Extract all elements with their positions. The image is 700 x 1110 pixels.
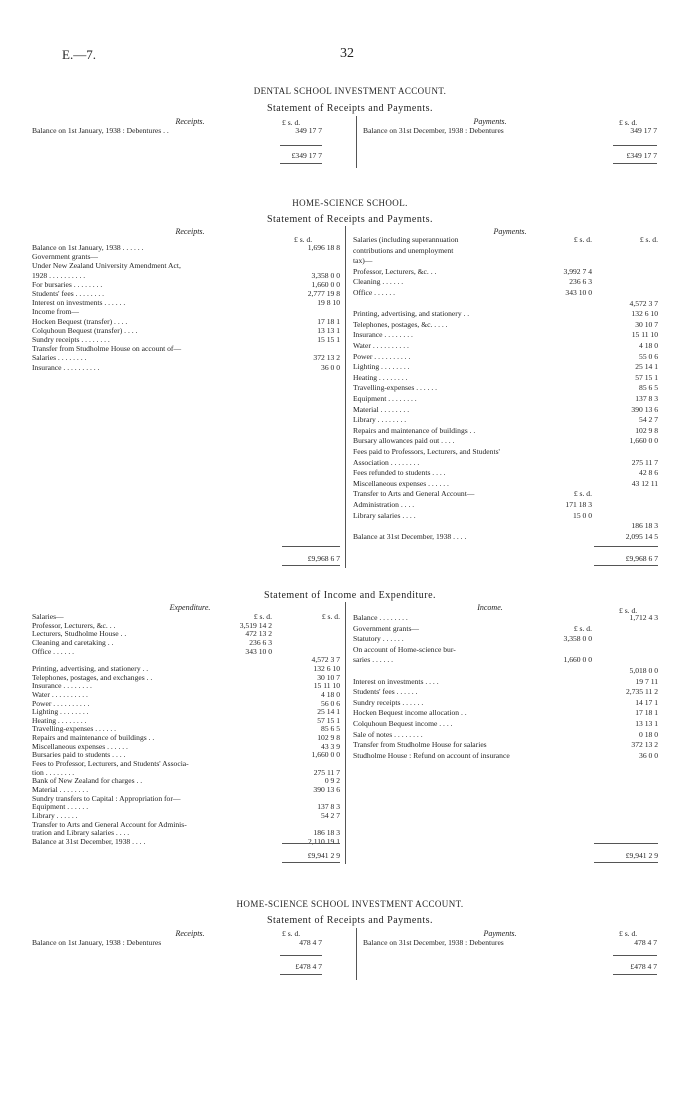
home-receipts-label: Receipts. bbox=[175, 227, 205, 236]
row-label: Equipment . . . . . . bbox=[32, 802, 89, 812]
row-label: Telephones, postages, and exchanges . . bbox=[32, 672, 153, 682]
row-label: Professor, Lecturers, &c. . . bbox=[353, 266, 437, 276]
rule bbox=[594, 565, 658, 566]
row-subamount: 3,358 0 0 bbox=[563, 634, 592, 644]
row-amount: 25 14 1 bbox=[317, 707, 340, 717]
dental-currency-left: £ s. d. bbox=[282, 118, 301, 127]
row-amount: 0 9 2 bbox=[324, 776, 340, 786]
row-label: Bursaries paid to students . . . . bbox=[32, 750, 126, 760]
row-amount: 0 18 0 bbox=[639, 729, 658, 739]
row-label: Power . . . . . . . . . . bbox=[353, 351, 411, 361]
row-label: Heating . . . . . . . . bbox=[353, 372, 408, 382]
row-amount: 54 2 7 bbox=[321, 810, 340, 820]
investment-currency-right: £ s. d. bbox=[619, 929, 638, 938]
row-amount: 30 10 7 bbox=[317, 672, 340, 682]
row-amount: 13 13 1 bbox=[317, 325, 340, 335]
row-label: Water . . . . . . . . . . bbox=[32, 689, 88, 699]
row-label: Cleaning . . . . . . bbox=[353, 277, 404, 287]
investment-payment-amount: 478 4 7 bbox=[634, 938, 657, 947]
row-subamount: 343 10 0 bbox=[565, 288, 592, 297]
dental-receipt-line: Balance on 1st January, 1938 : Debentures . . bbox=[32, 126, 169, 135]
row-label: Equipment . . . . . . . . bbox=[353, 394, 417, 403]
row-amount: 102 9 8 bbox=[635, 425, 658, 435]
row-amount: 13 13 1 bbox=[635, 719, 658, 728]
row-label: Transfer to Arts and General Account— bbox=[353, 489, 475, 499]
income-currency-right: £ s. d. bbox=[619, 606, 638, 615]
row-amount: 17 18 1 bbox=[635, 708, 658, 718]
dental-title: DENTAL SCHOOL INVESTMENT ACCOUNT. bbox=[253, 86, 447, 96]
row-label: Heating . . . . . . . . bbox=[32, 715, 87, 725]
row-label: Bank of New Zealand for charges . . bbox=[32, 776, 143, 786]
row-label: Colquhoun Bequest (transfer) . . . . bbox=[32, 325, 138, 335]
dental-payment-amount: 349 17 7 bbox=[630, 126, 657, 135]
home-title: HOME-SCIENCE SCHOOL. bbox=[292, 198, 408, 208]
row-amount: 2,110 19 1 bbox=[308, 836, 340, 846]
row-label: Miscellaneous expenses . . . . . . bbox=[32, 741, 128, 751]
row-amount: 1,660 0 0 bbox=[311, 279, 340, 289]
row-label: Repairs and maintenance of buildings . . bbox=[353, 425, 476, 435]
home-currency-left: £ s. d. bbox=[294, 235, 313, 244]
row-label: Students' fees . . . . . . bbox=[353, 687, 418, 697]
investment-payment-line: Balance on 31st December, 1938 : Debentures bbox=[363, 938, 504, 947]
row-label: Library salaries . . . . bbox=[353, 510, 416, 520]
row-label: Power . . . . . . . . . . bbox=[32, 698, 90, 708]
rule bbox=[282, 862, 340, 863]
row-amount: 372 13 2 bbox=[631, 740, 658, 750]
investment-receipt-line: Balance on 1st January, 1938 : Debentures bbox=[32, 938, 162, 947]
row-label: Interest on investments . . . . . . bbox=[32, 298, 126, 308]
row-label: Office . . . . . . bbox=[32, 646, 75, 656]
row-label: Repairs and maintenance of buildings . . bbox=[32, 733, 155, 743]
row-subamount: £ s. d. bbox=[573, 623, 592, 633]
row-amount: 54 2 7 bbox=[639, 415, 658, 425]
row-amount: 85 6 5 bbox=[321, 724, 340, 734]
row-amount: 1,660 0 0 bbox=[311, 750, 340, 760]
row-label: Administration . . . . bbox=[353, 500, 415, 509]
dental-left-total: £349 17 7 bbox=[291, 151, 322, 160]
row-amount: 1,696 18 8 bbox=[307, 243, 340, 252]
row-label: Government grants— bbox=[353, 623, 420, 633]
row-amount: 102 9 8 bbox=[317, 733, 340, 743]
row-amount: 57 15 1 bbox=[635, 372, 658, 382]
page-number: 32 bbox=[340, 46, 354, 61]
row-label: Balance . . . . . . . . bbox=[353, 613, 408, 622]
row-amount: 43 3 9 bbox=[321, 741, 340, 751]
row-amount: 132 6 10 bbox=[631, 309, 658, 319]
row-subamount: £ s. d. bbox=[573, 235, 592, 244]
row-label: Material . . . . . . . . bbox=[32, 785, 89, 794]
row-label: Association . . . . . . . . bbox=[353, 457, 420, 467]
row-subamount: £ s. d. bbox=[573, 489, 592, 499]
home-right-total: £9,968 6 7 bbox=[625, 554, 658, 563]
dental-subtitle: Statement of Receipts and Payments. bbox=[266, 103, 434, 114]
row-label: Lighting . . . . . . . . bbox=[353, 362, 410, 372]
row-subamount: 171 18 3 bbox=[565, 500, 592, 509]
row-label: Library . . . . . . . . bbox=[353, 415, 407, 425]
row-label: saries . . . . . . bbox=[353, 655, 394, 665]
row-subamount: 15 0 0 bbox=[573, 510, 592, 520]
row-amount: 132 6 10 bbox=[313, 663, 340, 673]
row-amount: 372 13 2 bbox=[313, 353, 340, 363]
rule bbox=[280, 955, 322, 956]
row-label: Miscellaneous expenses . . . . . . bbox=[353, 478, 449, 488]
income-left-total: £9,941 2 9 bbox=[307, 851, 340, 860]
row-label: Cleaning and caretaking . . bbox=[32, 637, 114, 647]
rule bbox=[280, 145, 322, 146]
row-amount: 4 18 0 bbox=[639, 341, 658, 350]
investment-payments-label: Payments. bbox=[483, 929, 517, 938]
rule bbox=[613, 974, 657, 975]
row-label: Salaries— bbox=[32, 612, 64, 621]
row-label: Insurance . . . . . . . . bbox=[353, 330, 413, 340]
rule bbox=[282, 565, 340, 566]
income-divider bbox=[345, 602, 346, 864]
income-subtitle: Statement of Income and Expenditure. bbox=[263, 590, 437, 601]
row-label: Sundry receipts . . . . . . bbox=[353, 697, 424, 707]
row-amount: 55 0 6 bbox=[639, 351, 658, 361]
row-subamount: 3,992 7 4 bbox=[563, 266, 592, 276]
dental-currency-right: £ s. d. bbox=[619, 118, 638, 127]
rule bbox=[613, 955, 657, 956]
rule bbox=[613, 145, 657, 146]
row-label: tax)— bbox=[353, 256, 373, 266]
row-subamount: 236 6 3 bbox=[569, 277, 592, 287]
row-label: Statutory . . . . . . bbox=[353, 634, 404, 644]
home-payments-label: Payments. bbox=[493, 227, 527, 236]
row-label: Library . . . . . . bbox=[32, 810, 78, 820]
row-label: For bursaries . . . . . . . . bbox=[32, 279, 103, 289]
row-amount: £ s. d. bbox=[321, 612, 340, 621]
row-amount: 186 18 3 bbox=[313, 828, 340, 838]
row-label: Fees paid to Professors, Lecturers, and Students' bbox=[353, 447, 500, 456]
row-label: contributions and unemployment bbox=[353, 245, 454, 255]
expenditure-label: Expenditure. bbox=[169, 603, 211, 612]
row-label: Balance at 31st December, 1938 . . . . bbox=[353, 531, 467, 541]
row-label: tration and Library salaries . . . . bbox=[32, 828, 130, 838]
investment-divider bbox=[356, 928, 357, 980]
rule bbox=[594, 546, 658, 547]
dental-receipts-label: Receipts. bbox=[175, 117, 205, 126]
row-label: Balance on 1st January, 1938 . . . . . . bbox=[32, 243, 144, 252]
row-amount: 1,712 4 3 bbox=[629, 613, 658, 622]
row-label: Office . . . . . . bbox=[353, 288, 396, 297]
rule bbox=[282, 843, 340, 844]
row-amount: 15 15 1 bbox=[317, 335, 340, 344]
row-label: Hocken Bequest (transfer) . . . . bbox=[32, 316, 128, 326]
row-amount: 3,358 0 0 bbox=[311, 270, 340, 280]
row-amount: 4,572 3 7 bbox=[311, 655, 340, 665]
investment-subtitle: Statement of Receipts and Payments. bbox=[266, 915, 434, 926]
row-label: Water . . . . . . . . . . bbox=[353, 341, 409, 350]
row-label: Insurance . . . . . . . . . . bbox=[32, 362, 100, 372]
row-amount: 17 18 1 bbox=[317, 316, 340, 326]
home-divider bbox=[345, 226, 346, 568]
row-amount: 14 17 1 bbox=[635, 697, 658, 707]
row-amount: 36 0 0 bbox=[639, 750, 658, 760]
row-label: Printing, advertising, and stationery . . bbox=[353, 309, 470, 319]
row-amount: 15 11 10 bbox=[631, 330, 658, 340]
row-amount: 85 6 5 bbox=[639, 383, 658, 393]
row-label: Lecturers, Studholme House . . bbox=[32, 629, 127, 639]
row-label: Colquhoun Bequest income . . . . bbox=[353, 719, 453, 728]
row-amount: 19 8 10 bbox=[317, 298, 340, 308]
row-amount: 137 8 3 bbox=[317, 802, 340, 812]
row-amount: 137 8 3 bbox=[635, 394, 658, 403]
row-label: Interest on investments . . . . bbox=[353, 676, 439, 686]
investment-left-total: £478 4 7 bbox=[295, 962, 322, 971]
income-label: Income. bbox=[477, 603, 503, 612]
row-label: Professor, Lecturers, &c. . . bbox=[32, 620, 116, 630]
row-amount: 43 12 11 bbox=[631, 478, 658, 488]
row-label: Studholme House : Refund on account of insurance bbox=[353, 750, 510, 760]
row-label: Sundry transfers to Capital : Appropriation for— bbox=[32, 793, 181, 803]
row-label: 1928 . . . . . . . . . . bbox=[32, 270, 86, 280]
row-label: Salaries . . . . . . . . bbox=[32, 353, 87, 363]
row-label: Under New Zealand University Amendment Act, bbox=[32, 261, 181, 271]
row-label: Insurance . . . . . . . . bbox=[32, 681, 92, 691]
rule bbox=[613, 163, 657, 164]
dental-receipt-amount: 349 17 7 bbox=[295, 126, 322, 135]
row-label: Travelling-expenses . . . . . . bbox=[32, 724, 117, 734]
rule bbox=[282, 546, 340, 547]
row-amount: 5,018 0 0 bbox=[629, 666, 658, 675]
row-label: Sundry receipts . . . . . . . . bbox=[32, 335, 110, 344]
row-label: Telephones, postages, &c. . . . . bbox=[353, 319, 448, 329]
dental-divider bbox=[356, 116, 357, 168]
dental-right-total: £349 17 7 bbox=[626, 151, 657, 160]
investment-receipt-amount: 478 4 7 bbox=[299, 938, 322, 947]
row-amount: 57 15 1 bbox=[317, 715, 340, 725]
home-subtitle: Statement of Receipts and Payments. bbox=[266, 214, 434, 225]
row-amount: 19 7 11 bbox=[635, 676, 658, 686]
row-amount: 4 18 0 bbox=[321, 689, 340, 699]
rule bbox=[280, 974, 322, 975]
row-amount: 390 13 6 bbox=[313, 785, 340, 794]
row-amount: 4,572 3 7 bbox=[629, 298, 658, 308]
investment-currency-left: £ s. d. bbox=[282, 929, 301, 938]
row-label: Transfer from Studholme House for salaries bbox=[353, 740, 487, 750]
row-subamount: 343 10 0 bbox=[245, 646, 272, 656]
row-label: Printing, advertising, and stationery . . bbox=[32, 663, 149, 673]
row-label: Sale of notes . . . . . . . . bbox=[353, 729, 423, 739]
income-right-total: £9,941 2 9 bbox=[625, 851, 658, 860]
row-label: Students' fees . . . . . . . . bbox=[32, 289, 105, 298]
home-left-total: £9,968 6 7 bbox=[307, 554, 340, 563]
report-code: E.—7. bbox=[62, 47, 96, 62]
row-amount: 275 11 7 bbox=[313, 767, 340, 777]
row-amount: 186 18 3 bbox=[631, 521, 658, 531]
row-subamount: £ s. d. bbox=[253, 612, 272, 621]
investment-receipts-label: Receipts. bbox=[175, 929, 205, 938]
row-label: Lighting . . . . . . . . bbox=[32, 707, 89, 717]
rule bbox=[594, 843, 658, 844]
row-amount: 30 10 7 bbox=[635, 319, 658, 329]
row-label: Material . . . . . . . . bbox=[353, 404, 410, 414]
row-label: Income from— bbox=[32, 307, 80, 317]
row-amount: 25 14 1 bbox=[635, 362, 658, 372]
row-label: Transfer to Arts and General Account for Adminis- bbox=[32, 819, 187, 829]
row-amount: 275 11 7 bbox=[631, 457, 658, 467]
investment-title: HOME-SCIENCE SCHOOL INVESTMENT ACCOUNT. bbox=[236, 899, 464, 909]
row-subamount: 472 13 2 bbox=[245, 629, 272, 639]
row-amount: 15 11 10 bbox=[313, 681, 340, 691]
row-amount: 2,735 11 2 bbox=[626, 687, 658, 697]
row-label: Fees refunded to students . . . . bbox=[353, 468, 446, 478]
row-label: Fees to Professor, Lecturers, and Students' Associa- bbox=[32, 759, 189, 769]
row-label: Transfer from Studholme House on account of— bbox=[32, 344, 182, 354]
row-label: Government grants— bbox=[32, 252, 99, 262]
row-amount: 36 0 0 bbox=[321, 362, 340, 372]
row-amount: 390 13 6 bbox=[631, 404, 658, 414]
dental-payments-label: Payments. bbox=[473, 117, 507, 126]
row-amount: 2,095 14 5 bbox=[625, 531, 658, 541]
row-amount: 56 0 6 bbox=[321, 698, 340, 708]
row-subamount: 1,660 0 0 bbox=[563, 655, 592, 665]
row-label: Salaries (including superannuation bbox=[353, 235, 459, 244]
row-amount: 1,660 0 0 bbox=[629, 436, 658, 446]
row-label: On account of Home-science bur- bbox=[353, 644, 456, 654]
row-label: Travelling-expenses . . . . . . bbox=[353, 383, 438, 393]
dental-payment-line: Balance on 31st December, 1938 : Debentures bbox=[363, 126, 504, 135]
row-amount: 42 8 6 bbox=[639, 468, 658, 478]
row-subamount: 236 6 3 bbox=[249, 637, 272, 647]
investment-right-total: £478 4 7 bbox=[630, 962, 657, 971]
row-label: Bursary allowances paid out . . . . bbox=[353, 436, 455, 446]
row-label: Balance at 31st December, 1938 . . . . bbox=[32, 836, 146, 846]
row-label: Hocken Bequest income allocation . . bbox=[353, 708, 467, 718]
row-amount: 2,777 19 8 bbox=[307, 289, 340, 298]
row-label: tion . . . . . . . . bbox=[32, 767, 75, 777]
rule bbox=[280, 163, 322, 164]
rule bbox=[594, 862, 658, 863]
row-amount: £ s. d. bbox=[639, 235, 658, 244]
row-subamount: 3,519 14 2 bbox=[239, 620, 272, 630]
